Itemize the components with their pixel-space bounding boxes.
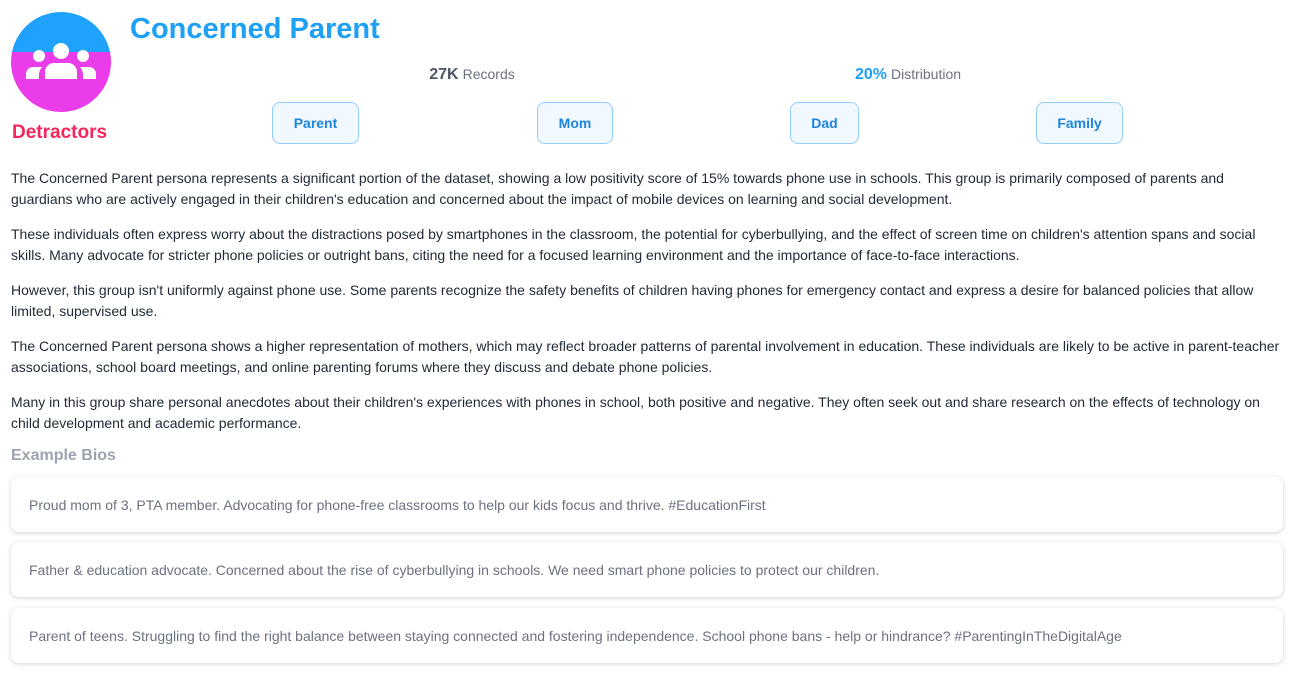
users-icon xyxy=(25,42,97,82)
persona-avatar xyxy=(11,12,111,112)
description-paragraph: The Concerned Parent persona represents a significant portion of the dataset, showing a low positivity score of 15% towards phone use in schools. This group is primarily composed of parents and guardians who are actively engaged in their children's education and concerned about the impact of mobile devices on learning and social development. xyxy=(11,170,1224,207)
records-value: 27K xyxy=(429,66,459,83)
tag-parent[interactable]: Parent xyxy=(272,102,359,144)
bio-card: Parent of teens. Struggling to find the right balance between staying connected and fostering independence. School phone bans - help or hindrance? #ParentingInTheDigitalAge xyxy=(11,608,1283,663)
persona-description xyxy=(11,168,1287,448)
tag-mom[interactable]: Mom xyxy=(537,102,613,144)
example-bios-heading: Example Bios xyxy=(11,447,116,464)
tag-dad[interactable]: Dad xyxy=(790,102,859,144)
distribution-stat xyxy=(855,66,961,84)
page-title: Concerned Parent xyxy=(130,13,380,45)
tag-family[interactable]: Family xyxy=(1036,102,1123,144)
bio-card: Father & education advocate. Concerned about the rise of cyberbullying in schools. We need smart phone policies to protect our children. xyxy=(11,542,1283,597)
description-paragraph: These individuals often express worry about the distractions posed by smartphones in the classroom, the potential for cyberbullying, and the effect of screen time on children's attention spans and social skills. Many advocate for stricter phone policies or outright bans, citing the need for a focused learning environment and the importance of face-to-face interactions. xyxy=(11,226,1256,263)
bio-card: Proud mom of 3, PTA member. Advocating for phone-free classrooms to help our kids focus and thrive. #EducationFirst xyxy=(11,477,1283,532)
distribution-value: 20% xyxy=(854,66,887,83)
description-paragraph: However, this group isn't uniformly against phone use. Some parents recognize the safety benefits of children having phones for emergency contact and express a desire for balanced policies that allow limited, supervised use. xyxy=(11,282,1254,319)
records-label: Records xyxy=(462,66,515,82)
distribution-label: Distribution xyxy=(891,66,962,82)
description-paragraph: Many in this group share personal anecdotes about their children's experiences with phones in school, both positive and negative. They often seek out and share research on the effects of technology on child development and academic performance. xyxy=(11,394,1260,431)
description-paragraph: The Concerned Parent persona shows a higher representation of mothers, which may reflect broader patterns of parental involvement in education. These individuals are likely to be active in parent-teacher associations, school board meetings, and online parenting forums where they discuss and debate phone policies. xyxy=(11,338,1280,375)
records-stat xyxy=(429,66,515,84)
segment-label: Detractors xyxy=(12,122,108,143)
